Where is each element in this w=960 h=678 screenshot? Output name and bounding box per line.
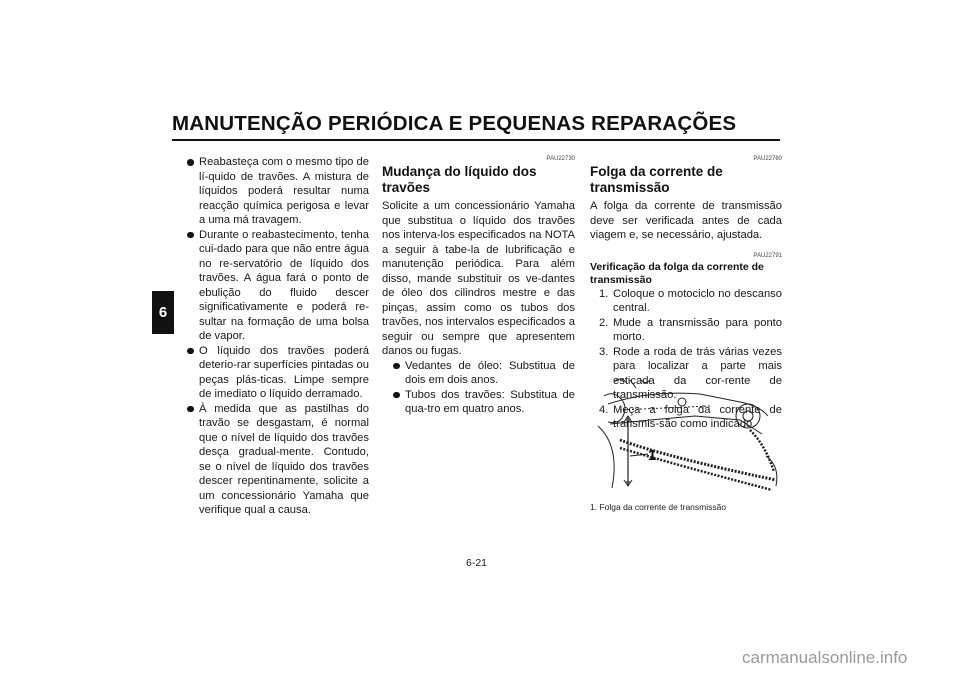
section-title-brake-fluid: Mudança do líquido dos travões: [382, 164, 537, 195]
chain-illustration-svg: [590, 376, 782, 498]
chapter-tab: 6: [152, 291, 174, 334]
section-code: PAU22791: [753, 252, 782, 259]
step-item: [590, 316, 782, 345]
step-number: 3.: [599, 345, 609, 358]
section-body: A folga da corrente de transmissão deve ser verificada antes de cada viagem e, se necessário, ajustada.: [590, 200, 782, 241]
bullet-item: Vedantes de óleo: Substitua de dois em dois anos.: [392, 359, 575, 388]
subsection-title: Verificação da folga da corrente de transmissão: [590, 260, 764, 286]
section-code: PAU22760: [753, 156, 782, 162]
step-number: 1.: [599, 287, 609, 300]
section-title-chain-slack: Folga da corrente de transmissão: [590, 164, 723, 195]
column-middle: [382, 155, 575, 417]
chain-slack-illustration: [590, 376, 782, 498]
page-title: MANUTENÇÃO PERIÓDICA E PEQUENAS REPARAÇÕES: [172, 112, 737, 135]
step-text: Meça a folga da corrente de transmis-são como indicado.: [613, 403, 782, 430]
section-code: PAU22730: [546, 156, 575, 162]
bullet-item: Tubos dos travões: Substitua de qua-tro em quatro anos.: [392, 388, 575, 417]
step-text: Mude a transmissão para ponto morto.: [613, 316, 782, 343]
step-text: Rode a roda de trás várias vezes para localizar a parte mais esticada da cor-rente de transmissão.: [613, 345, 782, 401]
column-left: [186, 155, 369, 518]
bullet-item: O líquido dos travões poderá deterio-rar superfícies pintadas ou peças plás-ticas. Limpe sempre de imediato o líquido derramado.: [186, 344, 369, 402]
step-text: Coloque o motociclo no descanso central.: [613, 287, 782, 314]
step-number: 2.: [599, 316, 609, 329]
replacement-bullet-list: [382, 359, 575, 417]
figure-caption: 1. Folga da corrente de transmissão: [590, 502, 727, 512]
figure-callout-1: 1: [648, 447, 657, 464]
bullet-item: Durante o reabastecimento, tenha cui-dado para que não entre água no re-servatório de líquido dos travões. A água fará o ponto de ebulição do fluido descer significativamente e poderá re-sultar na formação de uma bolsa de vapor.: [186, 228, 369, 344]
bullet-item: À medida que as pastilhas do travão se desgastam, é normal que o nível de líquido dos travões desça gradual-mente. Contudo, se o nível de líquido dos travões descer repentinamente, solicite a um concessionário Yamaha que verifique qual a causa.: [186, 402, 369, 518]
bullet-item: Reabasteça com o mesmo tipo de lí-quido de travões. A mistura de líquidos poderá resultar numa reacção química perigosa e levar a uma má travagem.: [186, 155, 369, 228]
watermark: carmanualsonline.info: [742, 648, 908, 667]
title-rule: [172, 139, 780, 141]
section-body: Solicite a um concessionário Yamaha que substitua o líquido dos travões nos interva-los especificados na NOTA a seguir à tabe-la de lubrificação e manutenção periódica. Para além disso, mande substituir os ve-dantes de óleo dos cilindros mestre e das pinças, assim como os tubos dos travões, nos intervalos especificados a seguir ou sempre que apresentem danos ou fugas.: [382, 200, 575, 357]
page-number: 6-21: [466, 557, 488, 569]
step-number: 4.: [599, 403, 609, 416]
step-item: [590, 287, 782, 316]
warning-bullet-list: [186, 155, 369, 518]
